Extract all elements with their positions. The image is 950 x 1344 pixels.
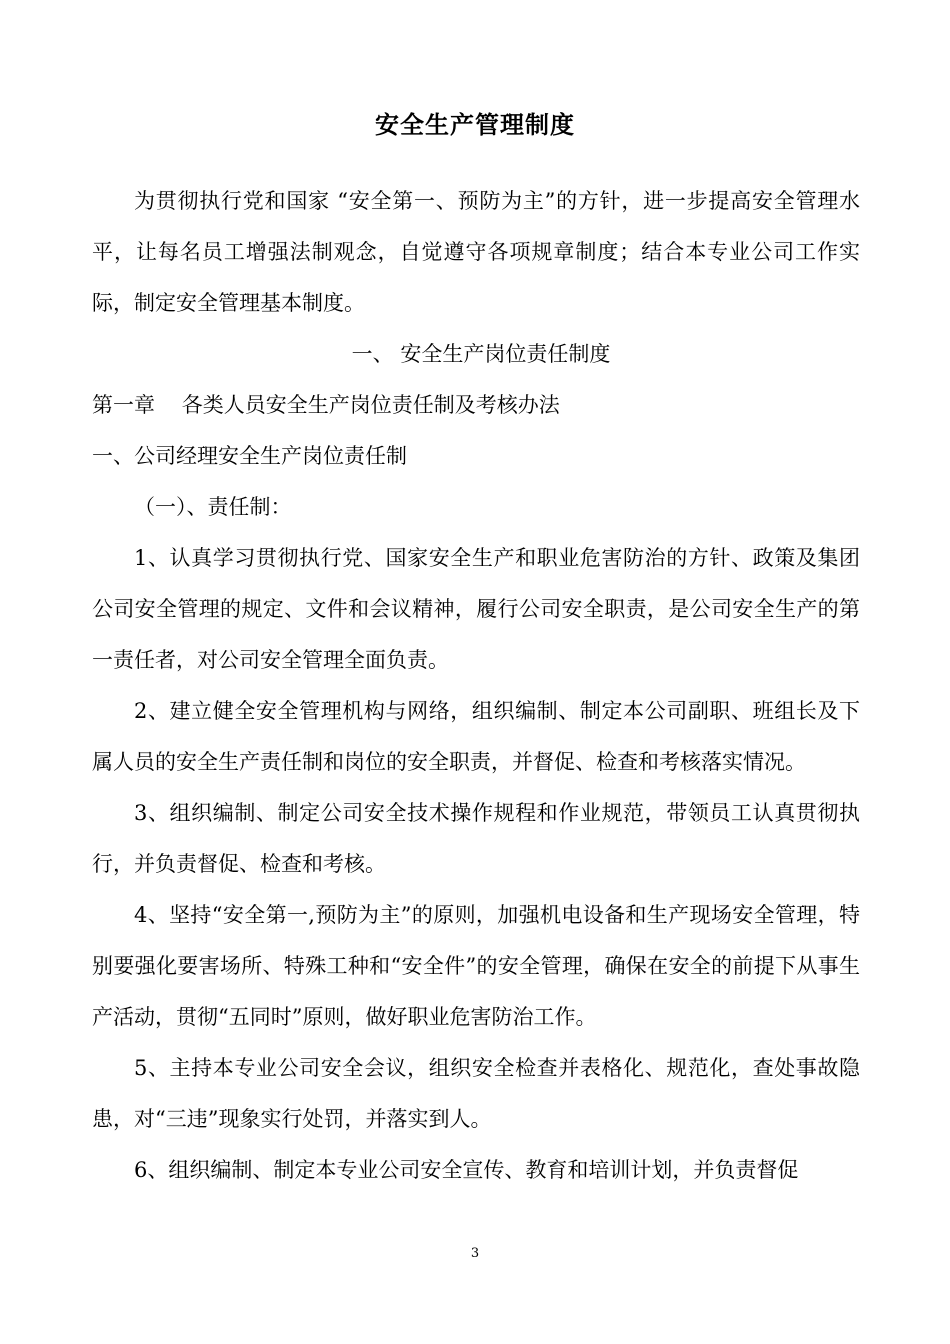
page-number: 3 xyxy=(470,1246,480,1261)
subsection-heading: （一）、责任制： xyxy=(134,495,292,519)
document-title: 安全生产管理制度 xyxy=(375,110,575,139)
document-body xyxy=(92,176,860,1196)
section-heading: 一、公司经理安全生产岗位责任制 xyxy=(92,444,407,468)
part-heading: 一、 安全生产岗位责任制度 xyxy=(351,342,611,366)
responsibility-item-2: 2、建立健全安全管理机构与网络，组织编制、制定本公司副职、班组长及下属人员的安全生产责任制和岗位的安全职责，并督促、检查和考核落实情况。 xyxy=(92,699,860,774)
responsibility-item-6: 6、组织编制、制定本专业公司安全宣传、教育和培训计划，并负责督促 xyxy=(134,1158,799,1182)
intro-paragraph: 为贯彻执行党和国家 “安全第一、预防为主”的方针，进一步提高安全管理水平，让每名员工增强法制观念，自觉遵守各项规章制度；结合本专业公司工作实际，制定安全管理基本制度。 xyxy=(92,189,860,315)
chapter-heading: 第一章 各类人员安全生产岗位责任制及考核办法 xyxy=(92,393,560,417)
responsibility-item-1: 1、认真学习贯彻执行党、国家安全生产和职业危害防治的方针、政策及集团公司安全管理的规定、文件和会议精神，履行公司安全职责，是公司安全生产的第一责任者，对公司安全管理全面负责。 xyxy=(92,546,860,672)
responsibility-item-4: 4、坚持“安全第一,预防为主”的原则，加强机电设备和生产现场安全管理，特别要强化要害场所、特殊工种和“安全件”的安全管理，确保在安全的前提下从事生产活动，贯彻“五同时”原则，做好职业危害防治工作。 xyxy=(92,903,860,1029)
responsibility-item-5: 5、主持本专业公司安全会议，组织安全检查并表格化、规范化，查处事故隐患，对“三违”现象实行处罚，并落实到人。 xyxy=(92,1056,860,1131)
responsibility-item-3: 3、组织编制、制定公司安全技术操作规程和作业规范，带领员工认真贯彻执行，并负责督促、检查和考核。 xyxy=(92,801,860,876)
